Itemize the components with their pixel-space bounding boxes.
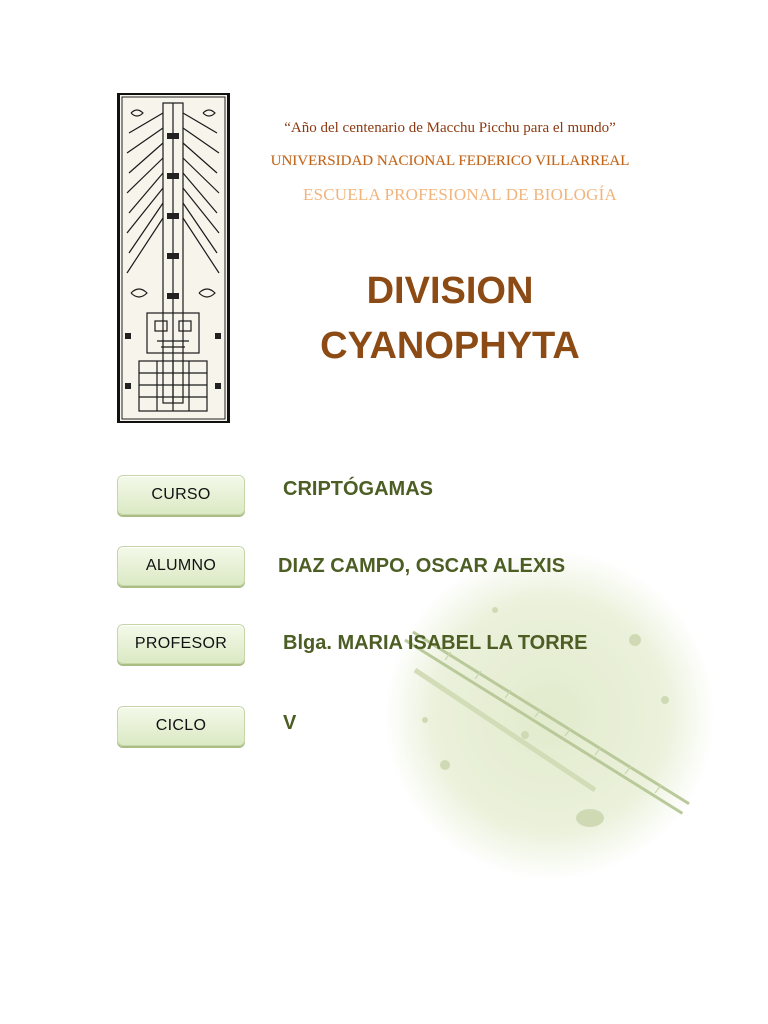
ciclo-label: CICLO: [117, 706, 245, 746]
alumno-value: DIAZ CAMPO, OSCAR ALEXIS: [278, 555, 566, 577]
micrograph-image: [385, 550, 715, 880]
curso-value: CRIPTÓGAMAS: [283, 478, 433, 500]
stela-illustration: [117, 93, 230, 423]
title-line-1: DIVISION: [366, 270, 534, 312]
school-name: ESCUELA PROFESIONAL DE BIOLOGÍA: [303, 185, 617, 204]
alumno-label: ALUMNO: [117, 546, 245, 586]
curso-label: CURSO: [117, 475, 245, 515]
motto-text: “Año del centenario de Macchu Picchu para el mundo”: [284, 120, 616, 136]
title-line-2: CYANOPHYTA: [320, 325, 580, 367]
profesor-value: Blga. MARIA ISABEL LA TORRE: [283, 632, 588, 654]
profesor-label: PROFESOR: [117, 624, 245, 664]
ciclo-value: V: [283, 712, 297, 734]
university-name: UNIVERSIDAD NACIONAL FEDERICO VILLARREAL: [270, 153, 630, 169]
